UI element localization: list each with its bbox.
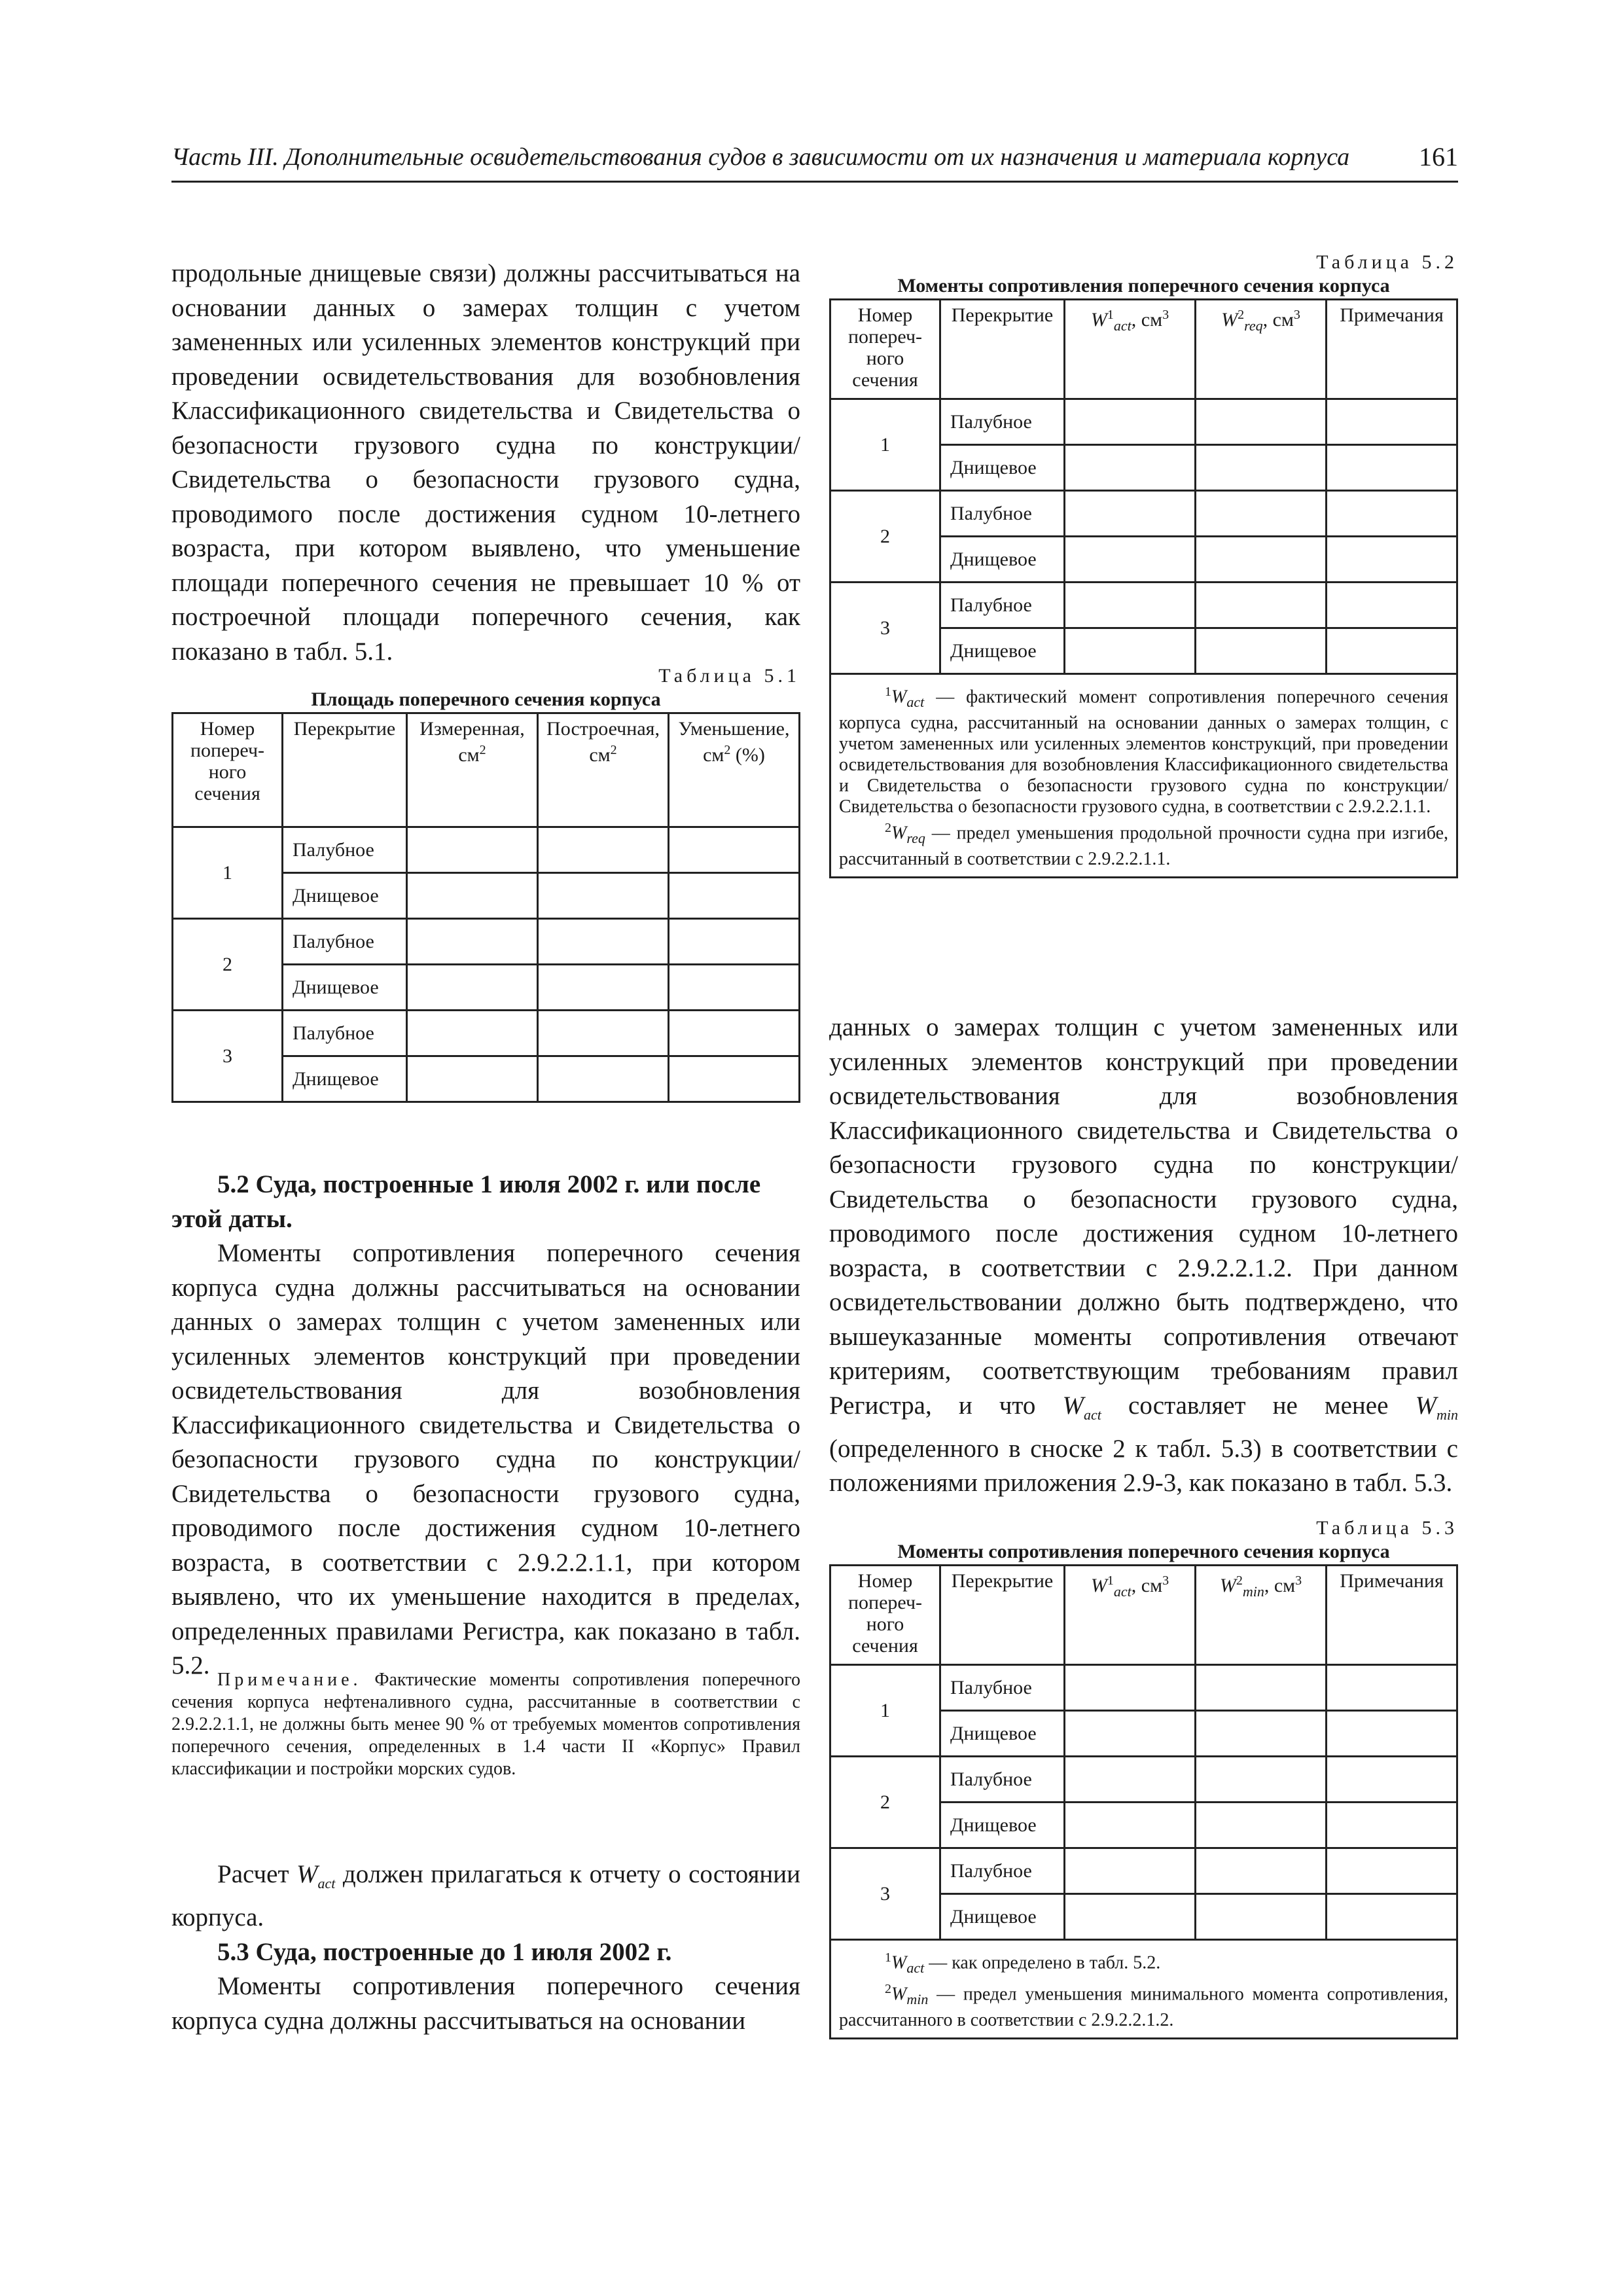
- w-subscript: act: [906, 693, 925, 710]
- w-subscript: act: [1113, 317, 1132, 334]
- paragraph-5-3: Моменты сопротивления поперечного сечения корпуса судна должны рассчитываться на основании: [171, 1972, 800, 2035]
- table-row: [173, 827, 800, 873]
- deck-label: Палубное: [940, 1757, 1065, 1803]
- section-number: 2: [830, 1757, 940, 1848]
- header-deck: Перекрытие: [940, 300, 1065, 399]
- table-footnote-row: [830, 674, 1457, 878]
- page-header: [171, 140, 1458, 183]
- footnote-2-text: — предел уменьшения продольной прочности судна при изгибе, рассчитанный в соответствии с 2.9.2.2.1.1.: [839, 823, 1449, 869]
- empty-cell: [1065, 1757, 1196, 1803]
- table-row: [830, 1757, 1457, 1803]
- header-w-act: $W^1_{act}$, $см^3$: [1065, 1566, 1196, 1665]
- table-footnotes: [830, 1940, 1457, 2039]
- deck-label: Палубное: [940, 1848, 1065, 1894]
- empty-cell: [538, 873, 669, 919]
- empty-cell: [1327, 1757, 1457, 1803]
- w-subscript: act: [906, 1959, 925, 1976]
- bottom-label: Днищевое: [283, 873, 407, 919]
- footnote-1: [839, 681, 1448, 817]
- footnote-ref: 1: [885, 1950, 891, 1965]
- header-w-act: $W^1_{act}$, $см^3$: [1065, 300, 1196, 399]
- table-row: [830, 399, 1457, 445]
- w-symbol: W: [1415, 1391, 1437, 1420]
- paragraph-continuation: [829, 1011, 1458, 1501]
- table-row: [830, 1848, 1457, 1894]
- w-subscript: act: [1084, 1406, 1101, 1423]
- section-number: 3: [830, 1848, 940, 1940]
- empty-cell: [1196, 583, 1327, 628]
- table-5-3: [829, 1564, 1458, 2039]
- section-number: 2: [830, 491, 940, 583]
- footnote-2: [839, 817, 1448, 870]
- w-symbol: W: [1221, 309, 1238, 331]
- bottom-label: Днищевое: [283, 1056, 407, 1102]
- deck-label: Палубное: [940, 491, 1065, 537]
- empty-cell: [669, 1056, 800, 1102]
- empty-cell: [1196, 491, 1327, 537]
- empty-cell: [407, 1056, 538, 1102]
- empty-cell: [407, 873, 538, 919]
- w-subscript: act: [317, 1874, 336, 1892]
- section-number: 3: [173, 1011, 283, 1102]
- empty-cell: [1196, 1711, 1327, 1757]
- calc-text-a: Расчет: [217, 1860, 289, 1888]
- unit-label: см: [703, 744, 724, 766]
- w-subscript: min: [906, 1990, 929, 2007]
- page-number: 161: [1419, 142, 1458, 171]
- header-built: [538, 713, 669, 827]
- deck-label: Палубное: [940, 583, 1065, 628]
- table-footnote-row: [830, 1940, 1457, 2039]
- unit-power: 3: [1293, 308, 1300, 322]
- empty-cell: [407, 1011, 538, 1056]
- bottom-label: Днищевое: [940, 1803, 1065, 1848]
- empty-cell: [1327, 628, 1457, 674]
- w-symbol: W: [891, 1952, 907, 1973]
- empty-cell: [1327, 1711, 1457, 1757]
- w-symbol: W: [891, 1984, 907, 2005]
- unit-label: см: [1274, 1575, 1296, 1596]
- empty-cell: [669, 827, 800, 873]
- empty-cell: [538, 1011, 669, 1056]
- table-row: [173, 1011, 800, 1056]
- unit-label: см: [1272, 309, 1294, 331]
- empty-cell: [1065, 399, 1196, 445]
- footnote-ref: 1: [885, 685, 891, 699]
- header-title: Часть III. Дополнительные освидетельствования судов в зависимости от их назначения и материала корпуса: [171, 143, 1350, 171]
- heading-5-3: 5.3 Суда, построенные до 1 июля 2002 г.: [217, 1937, 672, 1966]
- header-section-number: Номер попереч-ного сечения: [830, 300, 940, 399]
- right-paragraph-block: [829, 1011, 1458, 1501]
- section-5-2: [171, 1168, 800, 1683]
- calc-text-b: должен прилагаться к отчету о состоянии корпуса.: [171, 1860, 801, 1932]
- header-built-label: Построечная,: [546, 718, 660, 740]
- w-subscript: act: [1113, 1583, 1132, 1600]
- header-w-min: $W^2_{min}$, $см^3$: [1196, 1566, 1327, 1665]
- header-deck: Перекрытие: [283, 713, 407, 827]
- table-caption: Таблица 5.3: [1316, 1517, 1458, 1539]
- section-number: 2: [173, 919, 283, 1011]
- w-subscript: min: [1242, 1583, 1264, 1600]
- unit-power: 2: [479, 743, 486, 757]
- deck-label: Палубное: [940, 1665, 1065, 1711]
- footnote-ref: 2: [885, 1981, 891, 1996]
- section-number: 1: [830, 399, 940, 491]
- w-symbol: W: [1090, 1575, 1107, 1596]
- unit-label: см: [589, 744, 611, 766]
- empty-cell: [1327, 1848, 1457, 1894]
- table-row: [173, 919, 800, 965]
- footnote-ref: 1: [1107, 1573, 1114, 1588]
- empty-cell: [407, 919, 538, 965]
- empty-cell: [669, 965, 800, 1011]
- empty-cell: [1327, 583, 1457, 628]
- table-caption: Таблица 5.1: [658, 665, 800, 687]
- header-section-number: Номер попереч-ного сечения: [173, 713, 283, 827]
- w-symbol: W: [1219, 1575, 1236, 1596]
- footnote-ref: 1: [1107, 308, 1114, 322]
- w-subscript: req: [1244, 317, 1263, 334]
- unit-power: 3: [1162, 1573, 1169, 1588]
- empty-cell: [1196, 1848, 1327, 1894]
- empty-cell: [538, 827, 669, 873]
- paragraph-part-a: данных о замерах толщин с учетом замененных или усиленных элементов конструкций при проведении освидетельствования для возобновления Классификационного свидетельства и Свидетельства о безопасности грузового судна по конструкции/ Свидетельства о безопасности грузового судна, проводимого после достижения судном 10-летнего возраста, в соответствии с 2.9.2.2.1.2. При данном освидетельствовании должно быть подтверждено, что вышеуказанные моменты сопротивления отвечают критериям, соответствующим требованиям правил Регистра, и что: [829, 1013, 1458, 1420]
- paragraph-calc: [171, 1857, 800, 1935]
- table-row: [830, 583, 1457, 628]
- unit-label: см: [1141, 309, 1163, 331]
- bottom-label: Днищевое: [940, 1894, 1065, 1940]
- empty-cell: [1327, 1894, 1457, 1940]
- bottom-label: Днищевое: [940, 537, 1065, 583]
- empty-cell: [538, 919, 669, 965]
- empty-cell: [1065, 491, 1196, 537]
- table-5-3-block: [829, 1517, 1458, 2039]
- bottom-label: Днищевое: [940, 1711, 1065, 1757]
- header-reduction-label: Уменьшение,: [678, 718, 790, 740]
- empty-cell: [1327, 491, 1457, 537]
- empty-cell: [1065, 1848, 1196, 1894]
- table-5-1: [171, 712, 800, 1103]
- paragraph-5-2: Моменты сопротивления поперечного сечения корпуса судна должны рассчитываться на основании данных о замерах толщин с учетом замененных или усиленных элементов конструкций при проведении освидетельствования для возобновления Классификационного свидетельства и Свидетельства о безопасности грузового судна по конструкции/ Свидетельства о безопасности грузового судна, проводимого после достижения судном 10-летнего возраста, в соответствии с 2.9.2.2.1.1, при котором выявлено, что их уменьшение находится в пределах, определенных правилами Регистра, как показано в табл. 5.2.: [171, 1239, 800, 1679]
- table-header-row: [173, 713, 800, 827]
- w-subscript: req: [906, 829, 925, 846]
- header-notes: Примечания: [1327, 1566, 1457, 1665]
- footnote-2: [839, 1979, 1448, 2031]
- footnote-ref: 2: [1238, 308, 1245, 322]
- empty-cell: [1196, 537, 1327, 583]
- w-symbol: W: [1062, 1391, 1084, 1420]
- paragraph-part-c: (определенного в сноске 2 к табл. 5.3) в соответствии с положениями приложения 2.9-3, как показано в табл. 5.3.: [829, 1434, 1458, 1498]
- empty-cell: [1065, 1803, 1196, 1848]
- empty-cell: [1327, 445, 1457, 491]
- empty-cell: [1327, 537, 1457, 583]
- empty-cell: [407, 827, 538, 873]
- footnote-2-text: — предел уменьшения минимального момента сопротивления, рассчитанного в соответствии с 2.9.2.2.1.2.: [839, 1984, 1448, 2030]
- header-measured-label: Измеренная,: [419, 718, 525, 740]
- table-caption: Таблица 5.2: [1316, 251, 1458, 273]
- note-block: [171, 1669, 800, 1780]
- unit-percent: (%): [735, 744, 765, 766]
- deck-label: Палубное: [283, 827, 407, 873]
- table-header-row: [830, 300, 1457, 399]
- empty-cell: [1196, 399, 1327, 445]
- empty-cell: [669, 1011, 800, 1056]
- table-title: Моменты сопротивления поперечного сечения корпуса: [897, 275, 1390, 296]
- header-notes: Примечания: [1327, 300, 1457, 399]
- empty-cell: [1196, 1894, 1327, 1940]
- unit-label: см: [458, 744, 480, 766]
- bottom-label: Днищевое: [940, 628, 1065, 674]
- footnote-1: [839, 1947, 1448, 1979]
- empty-cell: [538, 965, 669, 1011]
- table-title: Площадь поперечного сечения корпуса: [311, 689, 661, 710]
- deck-label: Палубное: [283, 1011, 407, 1056]
- deck-label: Палубное: [940, 399, 1065, 445]
- heading-5-2: 5.2 Суда, построенные 1 июля 2002 г. или после этой даты.: [171, 1170, 761, 1233]
- empty-cell: [1065, 1665, 1196, 1711]
- header-deck: Перекрытие: [940, 1566, 1065, 1665]
- header-section-number: Номер попереч-ного сечения: [830, 1566, 940, 1665]
- w-symbol: W: [891, 687, 907, 708]
- empty-cell: [1196, 445, 1327, 491]
- empty-cell: [1196, 628, 1327, 674]
- section-number: 1: [173, 827, 283, 919]
- section-number: 1: [830, 1665, 940, 1757]
- note-label: Примечание.: [217, 1670, 362, 1690]
- table-header-row: [830, 1566, 1457, 1665]
- table-title: Моменты сопротивления поперечного сечения корпуса: [897, 1541, 1390, 1562]
- empty-cell: [1065, 1894, 1196, 1940]
- empty-cell: [1065, 537, 1196, 583]
- paragraph-part-b: составляет не менее: [1128, 1391, 1389, 1420]
- footnote-1-text: — как определено в табл. 5.2.: [929, 1952, 1161, 1973]
- unit-power: 3: [1162, 308, 1169, 322]
- empty-cell: [1196, 1665, 1327, 1711]
- empty-cell: [669, 873, 800, 919]
- table-row: [830, 1665, 1457, 1711]
- empty-cell: [1327, 1665, 1457, 1711]
- deck-label: Палубное: [283, 919, 407, 965]
- table-5-2-block: [829, 251, 1458, 878]
- header-measured: [407, 713, 538, 827]
- footnote-1-text: — фактический момент сопротивления поперечного сечения корпуса судна, рассчитанный на основании данных о замерах толщин, с учетом замененных или усиленных элементов конструкций, при проведении освидетельствования для возобновления Классификационного свидетельства и Свидетельства о безопасности грузового судна по конструкции/ Свидетельства о безопасности грузового судна, в соответствии с 2.9.2.2.1.1.: [839, 687, 1448, 817]
- empty-cell: [1065, 583, 1196, 628]
- section-5-3: [171, 1857, 800, 2038]
- empty-cell: [1065, 628, 1196, 674]
- footnote-ref: 2: [1236, 1573, 1243, 1588]
- unit-power: 2: [724, 743, 731, 757]
- empty-cell: [407, 965, 538, 1011]
- table-footnotes: [830, 674, 1457, 878]
- w-subscript: min: [1436, 1406, 1459, 1423]
- empty-cell: [1065, 445, 1196, 491]
- footnote-ref: 2: [885, 820, 891, 835]
- unit-power: 2: [610, 743, 617, 757]
- empty-cell: [1327, 399, 1457, 445]
- note: [171, 1669, 800, 1780]
- empty-cell: [1065, 1711, 1196, 1757]
- unit-power: 3: [1295, 1573, 1302, 1588]
- w-symbol: W: [1090, 309, 1107, 331]
- w-symbol: W: [296, 1860, 318, 1888]
- empty-cell: [1196, 1803, 1327, 1848]
- section-number: 3: [830, 583, 940, 674]
- table-5-1-block: [171, 665, 800, 1103]
- empty-cell: [1327, 1803, 1457, 1848]
- header-reduction: [669, 713, 800, 827]
- left-column: [171, 257, 800, 669]
- w-symbol: W: [891, 823, 907, 844]
- paragraph-intro: продольные днищевые связи) должны рассчитываться на основании данных о замерах толщин с учетом замененных или усиленных элементов конструкций при проведении освидетельствования для возобновления Классификационного свидетельства и Свидетельства о безопасности грузового судна по конструкции/Свидетельства о безопасности грузового судна, проводимого после достижения судном 10-летнего возраста, при котором выявлено, что уменьшение площади поперечного сечения не превышает 10 % от построечной площади поперечного сечения, как показано в табл. 5.1.: [171, 259, 800, 666]
- empty-cell: [669, 919, 800, 965]
- note-text: Фактические моменты сопротивления поперечного сечения корпуса нефтеналивного судна, рассчитанные в соответствии с 2.9.2.2.1.1, не должны быть менее 90 % от требуемых моментов сопротивления поперечного сечения, определенных в 1.4 части II «Корпус» Правил классификации и постройки морских судов.: [171, 1670, 800, 1779]
- empty-cell: [538, 1056, 669, 1102]
- empty-cell: [1196, 1757, 1327, 1803]
- header-w-req: $W^2_{req}$, $см^3$: [1196, 300, 1327, 399]
- unit-label: см: [1141, 1575, 1163, 1596]
- table-5-2: [829, 298, 1458, 878]
- table-row: [830, 491, 1457, 537]
- bottom-label: Днищевое: [940, 445, 1065, 491]
- bottom-label: Днищевое: [283, 965, 407, 1011]
